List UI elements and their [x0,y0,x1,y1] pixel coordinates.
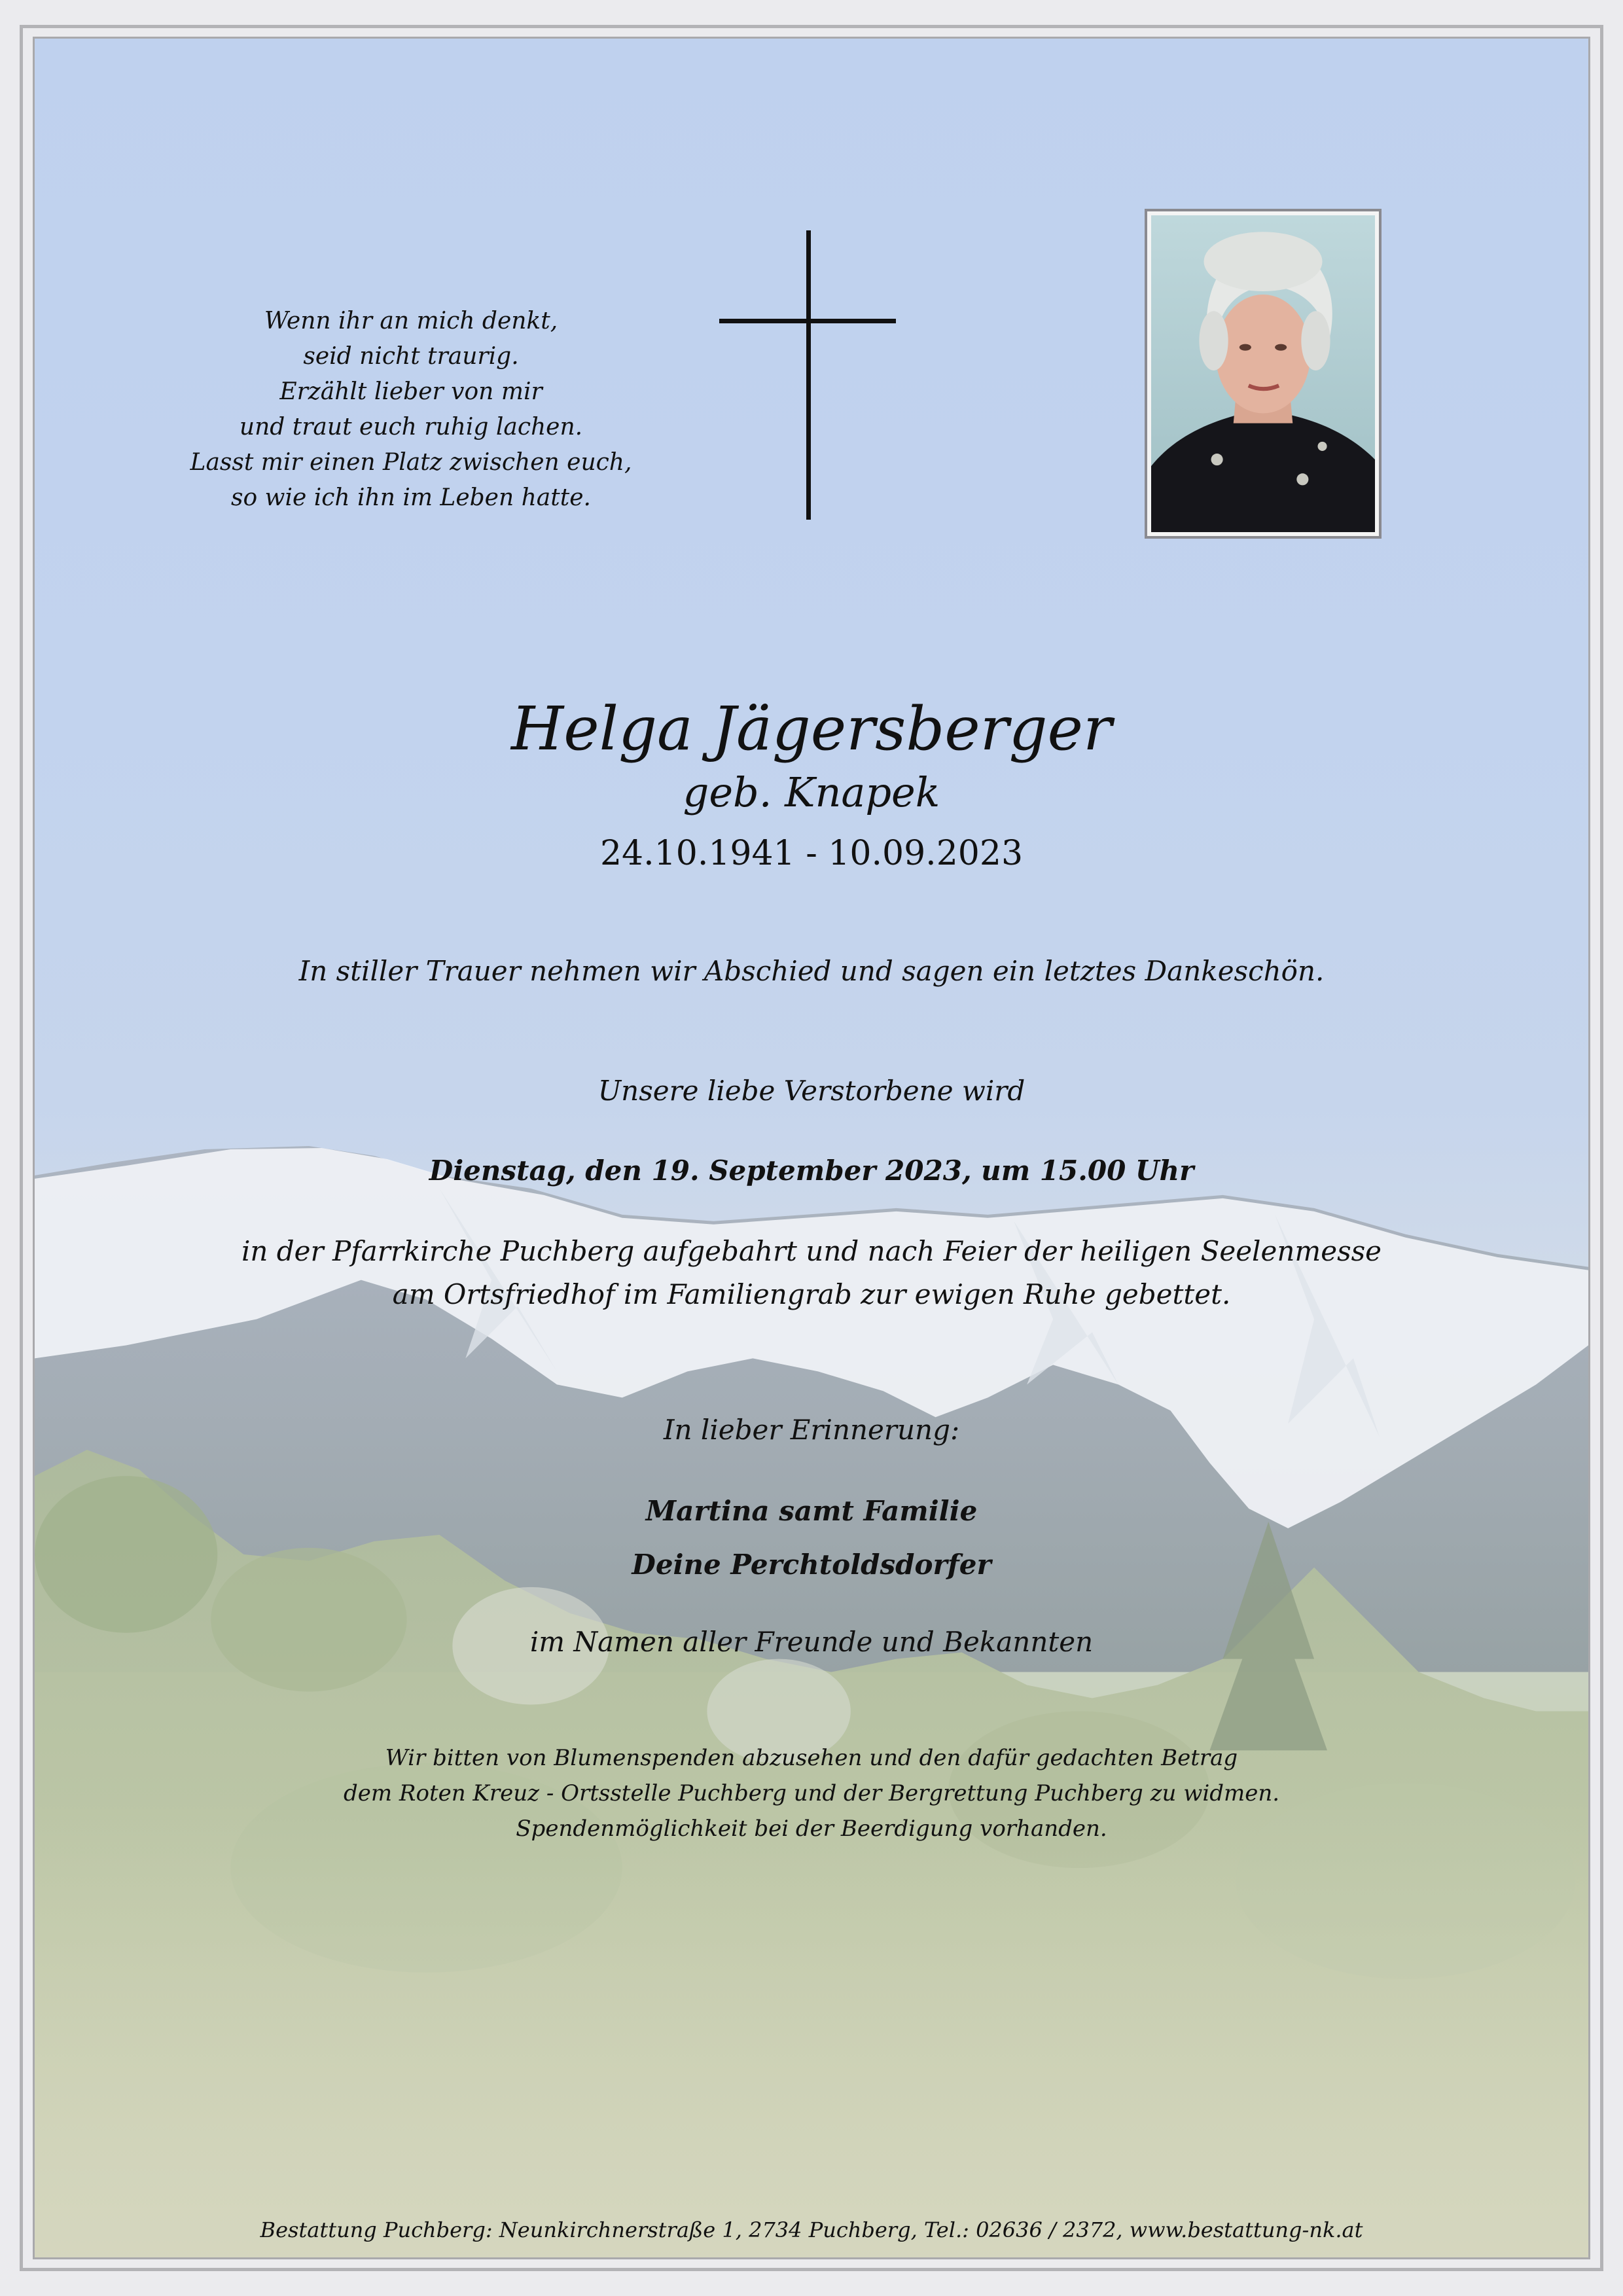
cross-icon [806,230,811,520]
cross-icon-bar [719,319,896,323]
memory-label: In lieber Erinnerung: [663,1414,960,1446]
mourner-group: Deine Perchtoldsdorfer [632,1549,991,1581]
donation-note: Wir bitten von Blumenspenden abzusehen und den dafür gedachten Betrag dem Roten Kreuz - Ortsstelle Puchberg und der Bergrettung Puchberg zu widmen. Spendenmöglichkeit bei der Beerdigung vorhanden. [343,1745,1280,1842]
ceremony-details: in der Pfarrkirche Puchberg aufgebahrt und nach Feier der heiligen Seelenmesse am Ortsfriedhof im Familiengrab zur ewigen Ruhe gebettet. [241,1235,1382,1310]
farewell-message: In stiller Trauer nehmen wir Abschied und sagen ein letztes Dankeschön. [298,955,1325,987]
memorial-poem: Wenn ihr an mich denkt, seid nicht traurig. Erzählt lieber von mir und traut euch ruhig lachen. Lasst mir einen Platz zwischen euch, so wie ich ihn im Leben hatte. [190,308,632,511]
maiden-name: geb. Knapek [683,768,940,816]
friends-note: im Namen aller Freunde und Bekannten [529,1626,1094,1658]
portrait-photo [1145,209,1382,539]
funeral-intro: Unsere liebe Verstorbene wird [597,1075,1026,1107]
obituary-card [33,37,1590,2259]
funeral-date: Dienstag, den 19. September 2023, um 15.00 Uhr [429,1155,1194,1187]
life-dates: 24.10.1941 - 10.09.2023 [599,834,1024,873]
portrait-image [1151,215,1375,532]
deceased-name: Helga Jägersberger [511,694,1112,764]
funeral-home-footer: Bestattung Puchberg: Neunkirchnerstraße 1, 2734 Puchberg, Tel.: 02636 / 2372, www.bestattung-nk.at [260,2217,1363,2242]
mourner-family: Martina samt Familie [645,1495,978,1527]
